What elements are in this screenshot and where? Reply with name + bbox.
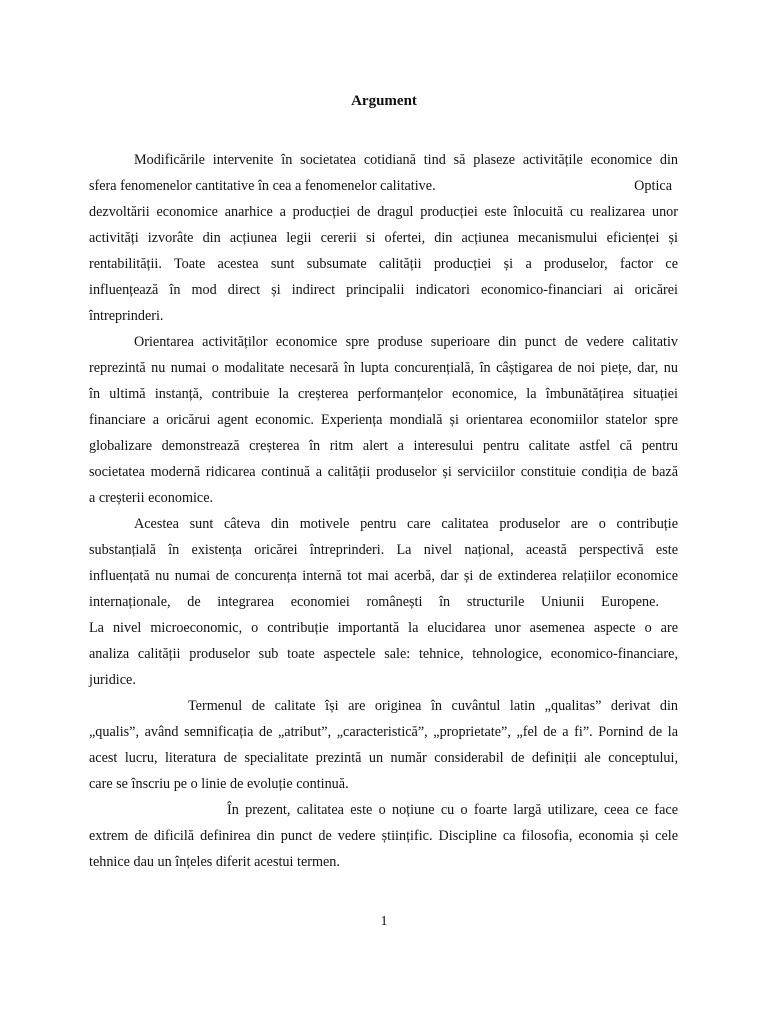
text-line: tehnice dau un înțeles diferit acestui termen. xyxy=(89,854,340,870)
text-line: internaționale, de integrarea economiei românești în structurile Uniunii Europene. xyxy=(89,594,659,610)
text-line: societatea modernă ridicarea continuă a calității produselor și serviciilor constituie condiția de bază xyxy=(89,464,678,480)
text-line: reprezintă nu numai o modalitate necesară în lupta concurențială, în câștigarea de noi piețe, dar, nu xyxy=(89,360,678,376)
text-line: Termenul de calitate își are originea în cuvântul latin „qualitas” derivat din xyxy=(188,698,678,714)
text-line: substanțială în existența oricărei întreprinderi. La nivel național, această perspectivă este xyxy=(89,542,678,558)
text-line: analiza calității produselor sub toate aspectele sale: tehnice, tehnologice, economico-financiare, xyxy=(89,646,678,662)
text-line: Optica xyxy=(634,178,672,194)
text-line: a creșterii economice. xyxy=(89,490,214,506)
text-line: La nivel microeconomic, o contribuție importantă la elucidarea unor asemenea aspecte o are xyxy=(89,620,678,636)
text-line: financiare a oricărui agent economic. Experiența mondială și orientarea economiilor statelor spre xyxy=(89,412,678,428)
text-line: acest lucru, literatura de specialitate prezintă un număr considerabil de definiții ale conceptului, xyxy=(89,750,678,766)
text-line: juridice. xyxy=(89,672,136,688)
text-line-group xyxy=(89,176,678,196)
page-number: 1 xyxy=(380,914,388,929)
text-line: activități izvorâte din acțiunea legii cererii si ofertei, din acțiunea mecanismului eficienței și xyxy=(89,230,678,246)
text-line: influențează în mod direct și indirect principalii indicatori economico-financiari ai oricărei xyxy=(89,282,678,298)
text-line: rentabilității. Toate acestea sunt subsumate calității producției și a produselor, factor ce xyxy=(89,256,678,272)
text-line: care se înscriu pe o linie de evoluție continuă. xyxy=(89,776,349,792)
text-line: dezvoltării economice anarhice a producției de dragul producției este înlocuită cu realizarea unor xyxy=(89,204,678,220)
text-line: globalizare demonstrează creșterea în ritm alert a interesului pentru calitate astfel că pentru xyxy=(89,438,678,454)
text-line: în ultimă instanță, contribuie la creșterea performanțelor economice, la îmbunătățirea situației xyxy=(89,386,678,402)
text-line: În prezent, calitatea este o noțiune cu o foarte largă utilizare, ceea ce face xyxy=(227,802,678,818)
text-line: sfera fenomenelor cantitative în cea a fenomenelor calitative. xyxy=(89,178,436,194)
text-line: Orientarea activităților economice spre produse superioare din punct de vedere calitativ xyxy=(134,334,678,350)
text-line: influențată nu numai de concurența internă tot mai acerbă, dar și de extinderea relațiilor economice xyxy=(89,568,678,584)
text-line: Acestea sunt câteva din motivele pentru care calitatea produselor are o contribuție xyxy=(134,516,678,532)
text-line: Modificările intervenite în societatea cotidiană tind să plaseze activitățile economice din xyxy=(134,152,678,168)
document-title: Argument xyxy=(351,93,417,109)
text-line: întreprinderi. xyxy=(89,308,164,324)
text-line: extrem de dificilă definirea din punct de vedere științific. Discipline ca filosofia, economia și cele xyxy=(89,828,678,844)
text-line: „qualis”, având semnificația de „atribut”, „caracteristică”, „proprietate”, „fel de a fi”. Pornind de la xyxy=(89,724,678,740)
